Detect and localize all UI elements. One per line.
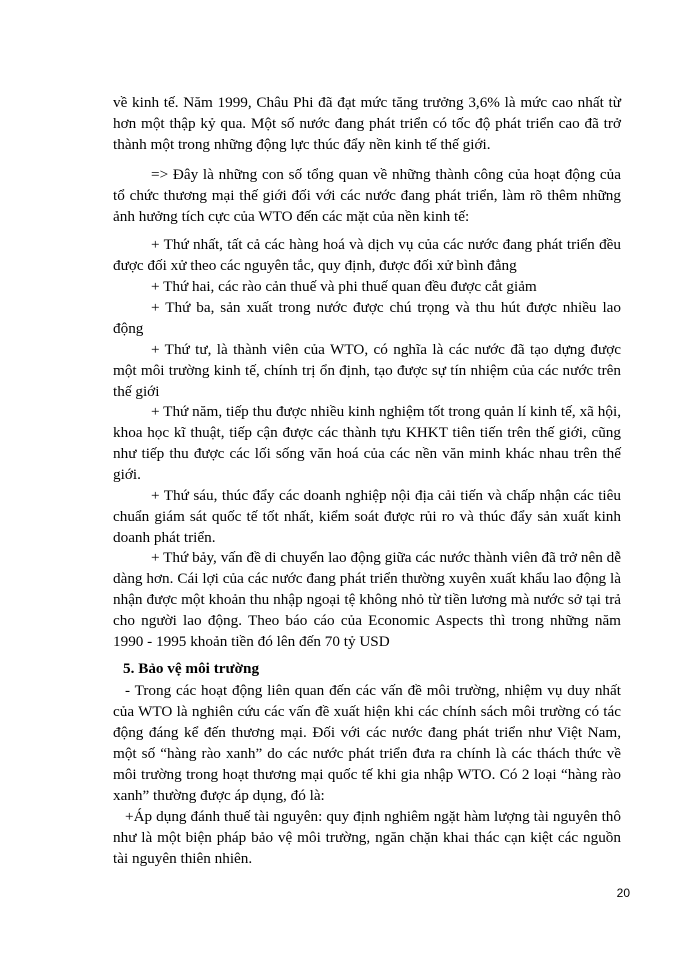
benefit-item-6: + Thứ sáu, thúc đẩy các doanh nghiệp nội địa cải tiến và chấp nhận các tiêu chuẩn giám sát quốc tế tốt nhất, kiểm soát được rủi ro và thúc đẩy sản xuất kinh doanh phát triển.: [113, 487, 621, 546]
benefit-item-5: + Thứ năm, tiếp thu được nhiều kinh nghiệm tốt trong quản lí kinh tế, xã hội, khoa học kĩ thuật, tiếp cận được các thành tựu KHKT tiên tiến trên thế giới, cũng như tiếp thu được các lối sống văn hoá của các nền văn minh khác nhau trên thế giới.: [113, 403, 621, 483]
benefit-item-7: + Thứ bảy, vấn đề di chuyển lao động giữa các nước thành viên đã trở nên dễ dàng hơn. Cái lợi của các nước đang phát triển thường xuyên xuất khẩu lao động là nhận được một khoản thu nhập ngoại tệ không nhỏ từ tiền lương mà nước sở tại trả cho người lao động. Theo báo cáo của Economic Aspects thì trong những năm 1990 - 1995 khoản tiền đó lên đến 70 tỷ USD: [113, 549, 621, 650]
section-heading: 5. Bảo vệ môi trường: [123, 660, 260, 677]
benefit-item-1: + Thứ nhất, tất cả các hàng hoá và dịch vụ của các nước đang phát triển đều được đối xử theo các nguyên tắc, quy định, được đối xử bình đẳng: [113, 236, 621, 274]
benefit-item-3: + Thứ ba, sản xuất trong nước được chú trọng và thu hút được nhiều lao động: [113, 299, 621, 337]
section-paragraph: - Trong các hoạt động liên quan đến các vấn đề môi trường, nhiệm vụ duy nhất của WTO là nghiên cứu các vấn đề xuất hiện khi các chính sách môi trường có tác động đáng kể đến thương mại. Đối với các nước đang phát triển như Việt Nam, một số “hàng rào xanh” do các nước phát triển đưa ra chính là các thách thức về môi trường trong hoạt thương mại quốc tế khi gia nhập WTO. Có 2 loại “hàng rào xanh” thường được áp dụng, đó là:: [113, 682, 621, 804]
benefit-item-2: + Thứ hai, các rào cản thuế và phi thuế quan đều được cắt giảm: [151, 278, 537, 295]
page-number: 20: [616, 886, 630, 900]
measure-paragraph: +Áp dụng đánh thuế tài nguyên: quy định nghiêm ngặt hàm lượng tài nguyên thô như là một biện pháp bảo vệ môi trường, ngăn chặn khai thác cạn kiệt các nguồn tài nguyên thiên nhiên.: [113, 808, 621, 867]
intro-paragraph: về kinh tế. Năm 1999, Châu Phi đã đạt mức tăng trưởng 3,6% là mức cao nhất từ hơn một thập kỷ qua. Một số nước đang phát triển có tốc độ phát triển cao đã trở thành một trong những động lực thúc đẩy nền kinh tế thế giới.: [113, 94, 621, 153]
summary-paragraph: => Đây là những con số tổng quan về những thành công của hoạt động của tổ chức thương mại thế giới đối với các nước đang phát triển, làm rõ thêm những ảnh hưởng tích cực của WTO đến các mặt của nền kinh tế:: [113, 166, 621, 225]
benefit-item-4: + Thứ tư, là thành viên của WTO, có nghĩa là các nước đã tạo dựng được một môi trường kinh tế, chính trị ổn định, tạo được sự tín nhiệm của các nước trên thế giới: [113, 341, 621, 400]
